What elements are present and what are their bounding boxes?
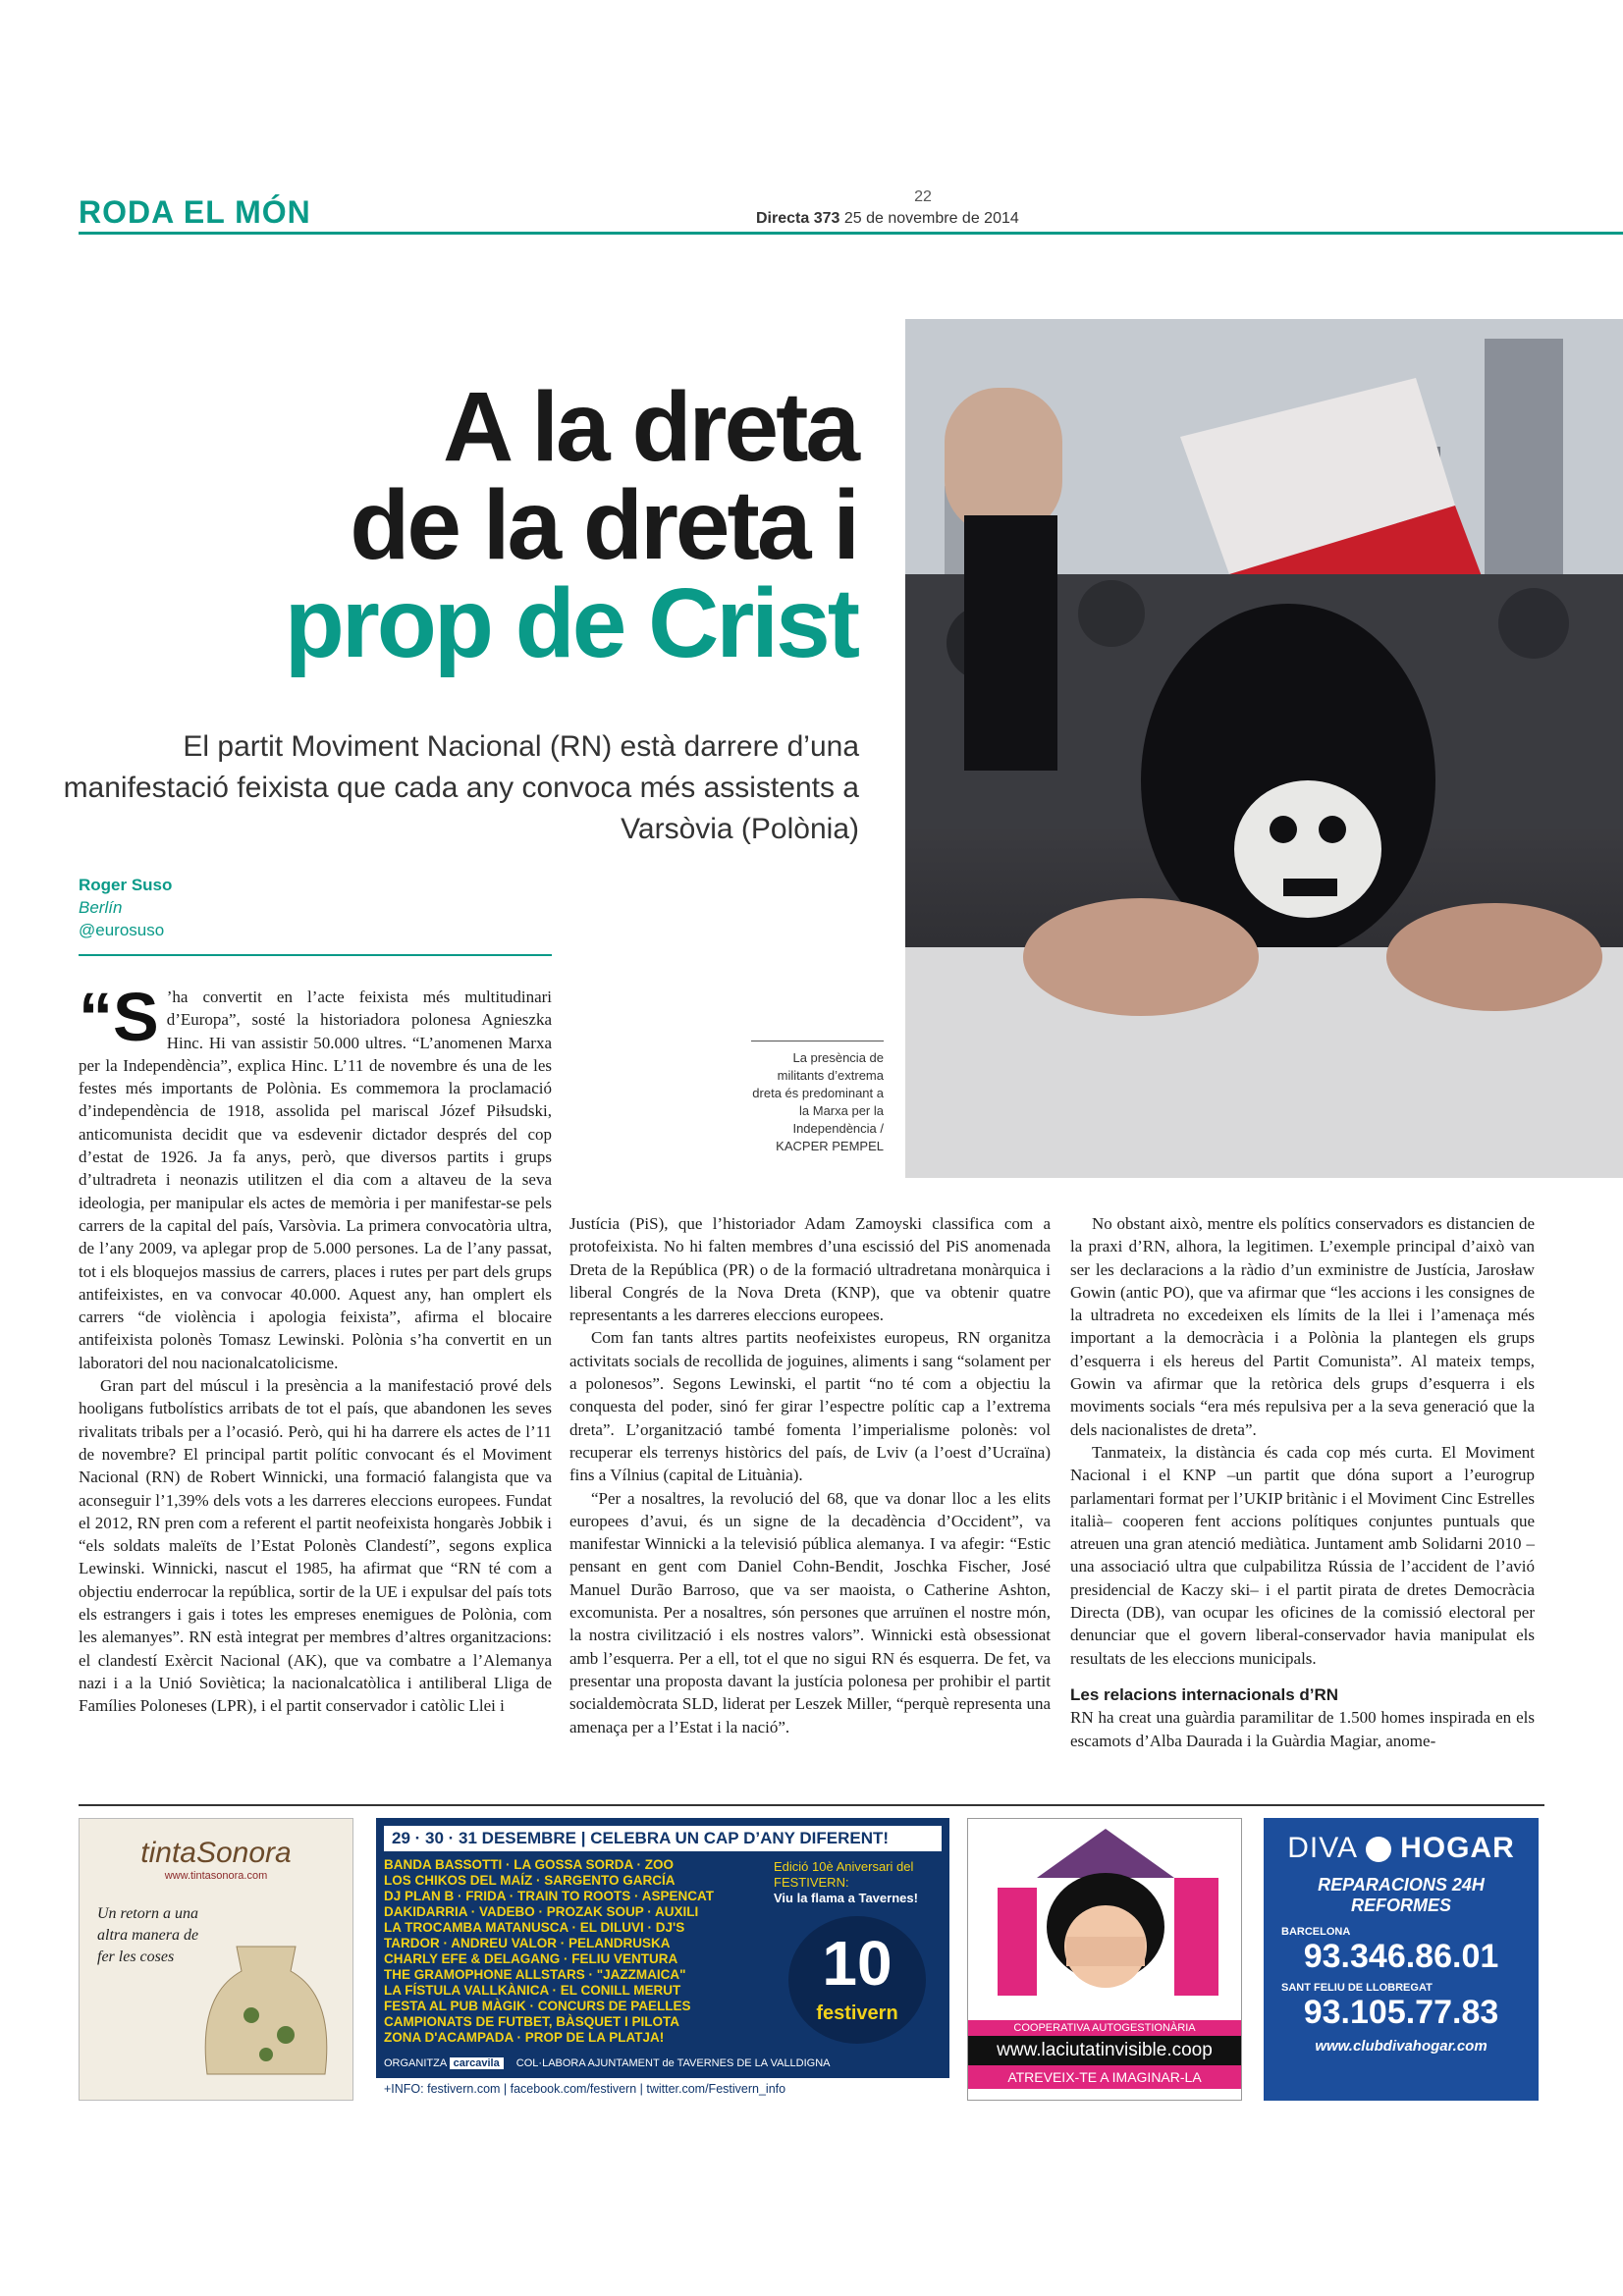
diva-web[interactable]: www.clubdivahogar.com [1315,2038,1488,2055]
band-line: CHARLY EFE & DELAGANG · FELIU VENTURA [384,1951,678,1966]
headline [284,372,857,678]
paragraph: Com fan tants altres partits neofeixistes europeus, RN organitza activitats socials de recollida de joguines, aliments i sang “solament per a polonesos”. Segons Lewinski, el partit “no té com a objectiu la conquesta del poder, sinó fer girar l’espectre polític cap a l’extrema dreta”. L’organització també fomenta l’imperialisme polonès: vol recuperar els terrenys històrics del país, de Lviv (a l’oest d’Ucraïna) fins a Vílnius (capital de Lituània). [569,1328,1051,1485]
author-handle[interactable]: @eurosuso [79,921,165,939]
band-line: THE GRAMOPHONE ALLSTARS · "JAZZMAICA" [384,1967,686,1982]
logo-number: 10 [822,1928,893,1999]
tinta-slogan: Un retorn a una altra manera de fer les coses [97,1905,199,1965]
drop-cap: “S [79,979,159,1055]
collabora-text: COL·LABORA AJUNTAMENT de TAVERNES DE LA VALLDIGNA [515,2057,831,2069]
band-line: TARDOR · ANDREU VALOR · PELANDRUSKA [384,1936,671,1950]
byline-rule [79,954,552,956]
festivern-dates: 29 · 30 · 31 DESEMBRE [392,1829,577,1847]
diva-phone-1[interactable]: 93.346.86.01 [1303,1938,1499,1975]
author-location: Berlín [79,898,123,917]
ciutat-url[interactable]: www.laciutatinvisible.coop [968,2036,1241,2065]
band-line: LA TROCAMBA MATANUSCA · EL DILUVI · DJ'S [384,1920,685,1935]
festivern-logo [788,1916,926,2044]
festivern-organizers [384,2057,942,2069]
ad-tinta-sonora[interactable] [79,1818,353,2101]
section-label: RODA EL MÓN [79,194,311,230]
diva-service-2: REFORMES [1350,1896,1451,1915]
headline-line-1: A la dreta [442,372,857,482]
publication-name: Directa 373 [756,210,840,227]
tinta-url: www.tintasonora.com [164,1870,268,1882]
edition-text: Edició 10è Aniversari del FESTIVERN: [774,1859,914,1890]
author-name: Roger Suso [79,876,173,894]
band-line: BANDA BASSOTTI · LA GOSSA SORDA · ZOO [384,1857,674,1872]
ad-diva-hogar[interactable] [1264,1818,1539,2101]
band-line: DJ PLAN B · FRIDA · TRAIN TO ROOTS · ASPENCAT [384,1889,714,1903]
festivern-info[interactable]: +INFO: festivern.com | facebook.com/festivern | twitter.com/Festivern_info [376,2078,949,2101]
paragraph: Justícia (PiS), que l’historiador Adam Zamoyski classifica com a protofeixista. No hi falten membres d’una escissió del PiS anomenada Dreta de la República (PR) o de la formació ultradretana monàrquica i liberal Congrés de la Nova Dreta (KNP), que va obtenir quatre representants a les darreres eleccions europees. [569,1214,1051,1325]
band-line: FESTA AL PUB MÀGIK · CONCURS DE PAELLES [384,1999,691,2013]
edition-tag: Viu la flama a Tavernes! [774,1891,918,1905]
festivern-headline: CELEBRA UN CAP D’ANY DIFERENT! [590,1829,890,1847]
diva-phone-2[interactable]: 93.105.77.83 [1303,1994,1499,2031]
diva-city-1: BARCELONA [1281,1926,1351,1938]
photo-caption: La presència de militants d’extrema dreta és predominant a la Marxa per la Independència / KACPER PEMPEL [751,1041,884,1155]
diva-logo-icon [1366,1837,1391,1862]
diva-brand [1264,1832,1539,1865]
paragraph: Tanmateix, la distància és cada cop més curta. El Moviment Nacional i el KNP –un partit que dóna suport a l’eurogrup parlamentari format per l’UKIP britànic i el Moviment Cinc Estrelles italià– cooperen fent accions polítiques conjuntes puntuals que atreuen una gran atenció mediàtica. Juntament amb Solidarni 2010 –una associació ultra que culpabilitza Rússia de l’accident de l’avió presidencial de Kaczy ski– i el partit pirata de dretes Democràcia Directa (DB), van ocupar les oficines de la comissió electoral per denunciar que el govern liberal-conservador havia manipulat els resultats de les eleccions municipals. [1070,1442,1535,1668]
protest-photo [905,319,1623,1178]
article-column-1 [79,979,552,1718]
logo-name: festivern [816,2002,898,2024]
header-rule [79,232,1623,235]
ciutat-line2: ATREVEIX-TE A IMAGINAR-LA [968,2065,1241,2089]
headline-line-3: prop de Crist [284,568,857,678]
article-column-2 [569,1212,1051,1738]
paragraph: ’ha convertit en l’acte feixista més multitudinari d’Europa”, sosté la historiadora polonesa Agnieszka Hinc. Hi van assistir 50.000 ultres. “L’anomenen Marxa per la Independència”, explica Hinc. L’11 de novembre és una de les festes més importants de Polònia. Es commemora la proclamació d’independència de 1918, assolida pel mariscal Józef Piłsudski, anticomunista decidit que va esdevenir dictador després del cop d’estat de 1926. Ja fa anys, però, que diversos partits i grups d’ultradreta i neonazis utilitzen el dia com a altaveu de la seva ideologia, per manipular els actes de memòria i per manifestar-se pels carrers de la capital del país, Varsòvia. La primera convocatòria ultra, de l’any 2009, va aplegar prop de 5.000 persones. La de l’any passat, tot i els bloquejos massius de carrers, places i rutes per part dels grups antifeixistes, en va convocar 40.000. Aquest any, han omplert els carrers “de violència i apologia feixista”, afirma el blocaire antifeixista polonès Tomasz Lewinski. Polònia s’ha convertit en un laboratori del nou nacionalcatolicisme. [79,988,552,1372]
diva-city-2: SANT FELIU DE LLOBREGAT [1281,1982,1433,1994]
ads-rule [79,1804,1544,1806]
paragraph: No obstant això, mentre els polítics conservadors es distancien de la praxi d’RN, alhora, la legitimen. L’exemple principal d’això van ser les declaracions a la ràdio d’un exministre de Justícia, Jarosław Gowin (antic PO), que va afirmar que “les accions i les consignes de la ultradreta no excedeixen els límits de la llei i l’amenaça més important a la democràcia i a Polònia la plantegen els grups d’esquerra i els hereus del Partit Comunista”. Al mateix temps, Gowin va afirmar que la retòrica dels grups d’esquerra i els moviments socials “era més repulsiva per a la seva generació que la dels nacionalistes de dreta”. [1070,1214,1535,1439]
diva-service: REPARACIONS 24H [1318,1875,1485,1895]
city-illustration [968,1819,1242,2015]
subtitle: El partit Moviment Nacional (RN) està darrere d’una manifestació feixista que cada any convoca més assistents a Varsòvia (Polònia) [63,730,859,845]
paragraph: RN ha creat una guàrdia paramilitar de 1.500 homes inspirada en els escamots d’Alba Daurada i la Guàrdia Magiar, anome- [1070,1708,1535,1750]
ad-ciutat-invisible[interactable] [967,1818,1242,2101]
headline-line-2: de la dreta i [350,470,857,580]
paragraph: Gran part del múscul i la presència a la manifestació prové dels hooligans futbolístics arribats de tot el país, que abandonen les seves rivalitats tribals per a l’ocasió. Però, qui hi ha darrere els actes de l’11 de novembre? El principal partit polític convocant és el Moviment Nacional (RN) de Robert Winnicki, una formació falangista que va aconseguir l’1,39% dels vots a les darreres eleccions europees. Fundat el 2012, RN pren com a referent el partit neofeixista hongarès Jobbik i “els soldats maleïts de l’Estat Polonès Clandestí”, segons explica Lewinski. Winnicki, nascut el 1985, ha afirmat que “RN té com a objectiu enderrocar la república, sortir de la UE i expulsar del país tots els estrangers i gais i totes les empreses enemigues de Polònia, com les alemanyes”. RN està integrat per membres d’altres organitzacions: el clandestí Exèrcit Nacional (AK), que va combatre a l’Alemanya nazi i a la Unió Soviètica; la nacionalcatòlica i antiliberal Lliga de Famílies Poloneses (LPR), i el partit conservador i catòlic Llei i [79,1376,552,1716]
tinta-brand: tintaSonora [140,1837,292,1869]
sack-icon [197,1937,335,2084]
protest-photo-illustration [905,319,1623,1178]
organitza-label: ORGANITZA [384,2057,447,2069]
band-line: DAKIDARRIA · VADEBO · PROZAK SOUP · AUXILI [384,1904,699,1919]
organitza-logo: carcavila [450,2057,504,2069]
festivern-header: 29 · 30 · 31 DESEMBRE | CELEBRA UN CAP D’ANY DIFERENT! [384,1826,942,1851]
article-column-3 [1070,1212,1535,1752]
ad-festivern[interactable] [376,1818,949,2101]
band-line: ZONA D'ACAMPADA · PROP DE LA PLATJA! [384,2030,665,2045]
issue-info [756,210,1019,228]
festivern-lineup [384,1857,767,2046]
issue-date: 25 de novembre de 2014 [843,210,1019,227]
ciutat-line1: COOPERATIVA AUTOGESTIONÀRIA [968,2020,1241,2036]
diva-brand-2: HOGAR [1400,1832,1515,1864]
paragraph: “Per a nosaltres, la revolució del 68, que va donar lloc a les elits europees d’avui, és un signe de la decadència d’Occident”, va manifestar Winnicki a la televisió pública alemanya. I va afegir: “Estic pensant en gent com Daniel Cohn-Bendit, Joschka Fischer, José Manuel Durão Barroso, que va ser maoista, o Catherine Ashton, excomunista. Per a nosaltres, són persones que arruïnen el nostre món, la nostra civilització i els nostres valors”. Winnicki està obsessionat amb l’esquerra. Per a ell, tot el que no sigui RN és esquerra. De fet, va presentar una proposta davant la justícia polonesa per prohibir el partit socialdemòcrata SLD, liderat per Leszek Miller, “perquè representa una amenaça per a l’Estat i la nació”. [569,1488,1051,1736]
band-line: LA FÍSTULA VALLKÀNICA · EL CONILL MERUT [384,1983,681,1998]
band-line: LOS CHIKOS DEL MAÍZ · SARGENTO GARCÍA [384,1873,676,1888]
page-number: 22 [914,188,932,205]
diva-brand-1: DIVA [1287,1832,1357,1864]
band-line: CAMPIONATS DE FUTBET, BÀSQUET I PILOTA [384,2014,680,2029]
byline [79,874,172,941]
subheading: Les relacions internacionals d’RN [1070,1684,1339,1704]
festivern-edition [774,1859,941,1906]
